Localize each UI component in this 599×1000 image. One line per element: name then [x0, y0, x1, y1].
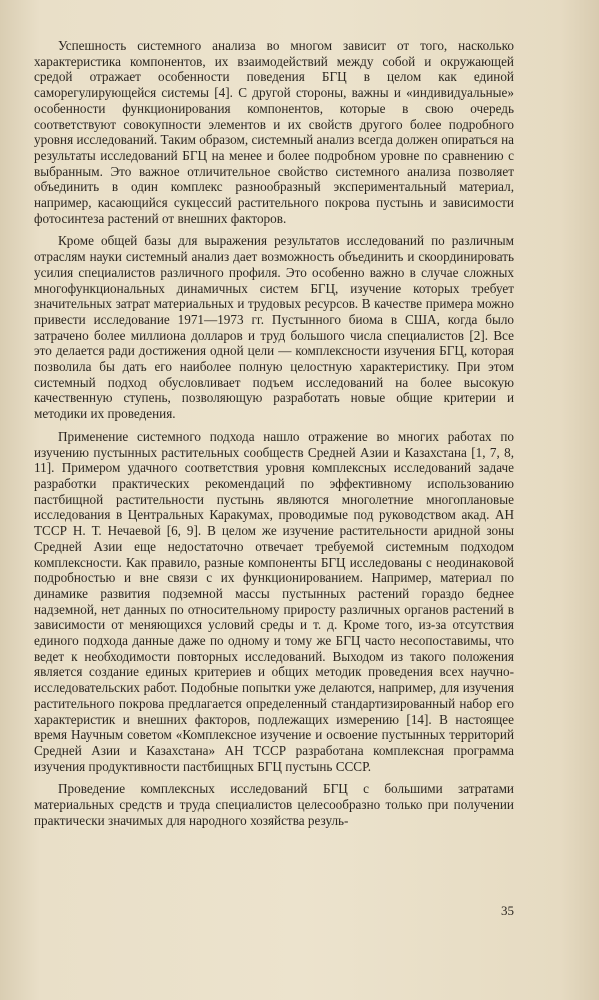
paragraph-4: Проведение комплексных исследований БГЦ с большими затратами материальных средств и труда специалистов целесообразно только при получении практически значимых для народного хозяйства резуль- — [34, 781, 514, 828]
paragraph-3: Применение системного подхода нашло отражение во многих работах по изучению пустынных растительных сообществ Средней Азии и Казахстана [1, 7, 8, 11]. Примером удачного соответствия уровня комплексных исследований задаче разработки практических рекомендаций по эффективному использованию пастбищной растительности пустынь являются многолетние многоплановые исследования в Центральных Каракумах, проводимые под руководством акад. АН ТССР Н. Т. Нечаевой [6, 9]. В целом же изучение растительности аридной зоны Средней Азии еще недостаточно отвечает требуемой системным подходом комплексности. Как правило, разные компоненты БГЦ исследованы с неодинаковой подробностью и вне связи с их функционированием. Например, материал по динамике развития подземной массы пустынных растений гораздо беднее надземной, нет данных по относительному приросту различных органов растений в зависимости от меняющихся условий среды и т. д. Кроме того, из-за отсутствия единого подхода данные даже по одному и тому же БГЦ часто несопоставимы, что ведет к необходимости повторных исследований. Выходом из такого положения является создание единых критериев и общих методик проведения всех научно-исследовательских работ. Подобные попытки уже делаются, например, для изучения растительного покрова предлагается определенный стандартизированный набор его характеристик и внешних факторов, подлежащих измерению [14]. В настоящее время Научным советом «Комплексное изучение и освоение пустынных территорий Средней Азии и Казахстана» АН ТССР разработана комплексная программа изучения продуктивности пастбищных БГЦ пустынь СССР. — [34, 428, 514, 774]
paragraph-1: Успешность системного анализа во многом зависит от того, насколько характеристика компонентов, их взаимодействий между собой и окружающей средой отражает особенности поведения БГЦ в целом как единой саморегулирующейся системы [4]. С другой стороны, важны и «индивидуальные» особенности функционирования компонентов, которые в свою очередь соответствуют совокупности элементов и их свойств другого более подробного уровня исследований. Таким образом, системный анализ всегда должен опираться на результаты исследований БГЦ на менее и более подробном уровне по сравнению с выбранным. Это важное отличительное свойство системного анализа позволяет объединить в один комплекс разнообразный экспериментальный материал, например, касающийся сукцессий растительного покрова пустынь и зависимости фотосинтеза растений от внешних факторов. — [34, 38, 514, 226]
page-number: 35 — [501, 903, 514, 918]
paragraph-2: Кроме общей базы для выражения результатов исследований по различным отраслям науки системный анализ дает возможность объединить и скоординировать усилия специалистов различного профиля. Это особенно важно в случае сложных многофункциональных динамичных систем БГЦ, изучение которых требует значительных затрат материальных и трудовых ресурсов. В качестве примера можно привести исследование 1971—1973 гг. Пустынного биома в США, когда было затрачено более миллиона долларов и труд большого числа специалистов [2]. Все это делается ради достижения одной цели — комплексности изучения БГЦ, которая позволила бы дать его наиболее полную целостную характеристику. При этом системный подход обусловливает подъем исследований на более высокую качественную ступень, позволяющую разработать новые общие критерии и методики их проведения. — [34, 233, 514, 422]
body-text — [34, 38, 514, 835]
